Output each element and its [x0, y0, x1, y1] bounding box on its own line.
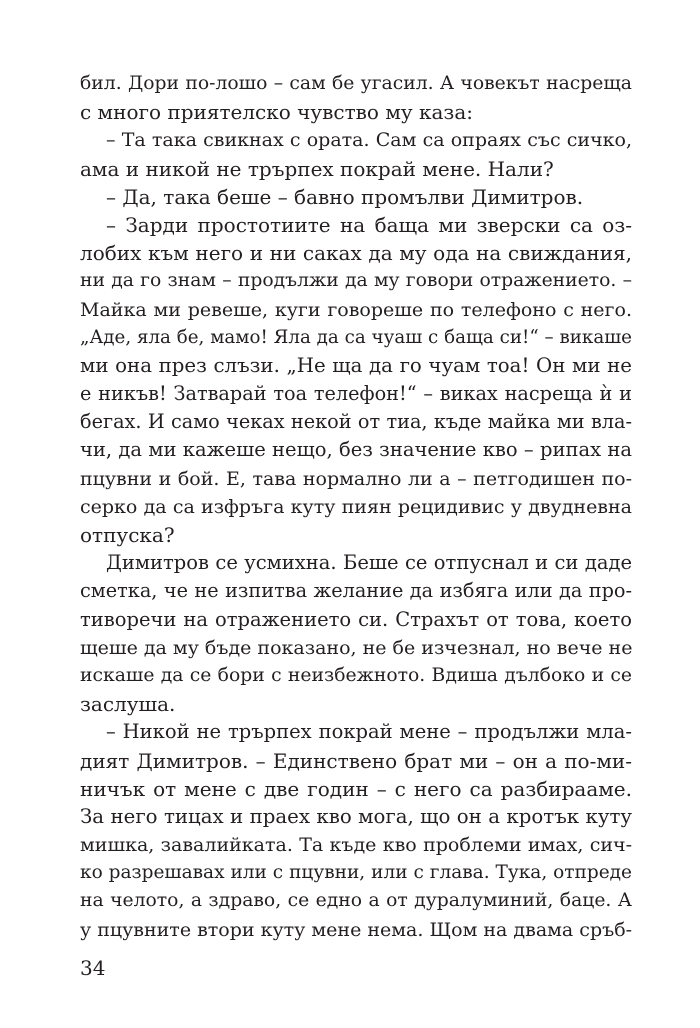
- text-line: заслуша.: [80, 692, 176, 717]
- text-line: – Та така свикнах с ората. Сам са опраях със сичко,: [106, 129, 632, 152]
- text-line: искаше да се бори с неизбежното. Вдиша дълбоко и се: [80, 664, 632, 686]
- text-line: с много приятелско чувство му каза:: [80, 100, 473, 125]
- text-line: дият Димитров. – Единствено брат ми – он а по-ми-: [80, 748, 632, 773]
- text-line: у пцувните втори куту мене нема. Щом на двама сръб-: [80, 918, 633, 941]
- text-line: пцувни и бой. Е, тава нормално ли а – петгодишен по-: [80, 467, 632, 490]
- text-line: мишка, завалийката. Та къде кво проблеми имах, сич-: [80, 834, 632, 857]
- text-line: ама и никой не трърпех покрай мене. Нали?: [80, 156, 554, 181]
- text-line: – Да, така беше – бавно промълви Димитров.: [106, 184, 584, 209]
- text-line: щеше да му бъде показано, не бе изчезнал, но вече не: [80, 636, 633, 659]
- text-line: За него тицах и праех кво мога, що он а кротък куту: [80, 804, 632, 828]
- text-line: ми она през слъзи. „Не ща да го чуам тоа! Он ми не: [80, 353, 632, 377]
- text-line: е никъв! Затварай тоа телефон!“ – виках насреща ѝ и: [80, 382, 632, 406]
- text-line: на челото, а здраво, се едно а от дуралуминий, баце. А: [80, 890, 632, 912]
- text-line: – Зарди простотиите на баща ми зверски са оз-: [106, 212, 632, 237]
- text-line: лобих към него и ни саках да му ода на свиждания,: [80, 241, 632, 266]
- text-line: чи, да ми кажеше нещо, без значение кво – рипах на: [80, 438, 632, 462]
- text-line: ко разрешавах или с пцувни, или с глава. Тука, отпреде: [80, 862, 632, 884]
- text-line: – Никой не трърпех покрай мене – продължи мла-: [106, 720, 632, 744]
- text-line: Димитров се усмихна. Беше се отпуснал и си даде: [106, 551, 632, 575]
- page-number: 34: [80, 956, 106, 980]
- text-line: ни да го знам – продължи да му говори отражението. –: [80, 270, 632, 292]
- text-line: тиворечи на отражението си. Страхът от това, което: [80, 607, 632, 631]
- text-line: „Аде, яла бе, мамо! Яла да са чуаш с баща си!“ – викаше: [80, 326, 632, 348]
- text-line: бегах. И само чеках некой от тиа, къде майка ми вла-: [80, 410, 632, 434]
- text-line: Майка ми ревеше, куги говореше по телефоно с него.: [80, 298, 632, 321]
- text-line: сметка, че не изпитва желание да избяга или да про-: [80, 579, 632, 603]
- text-line: бил. Дори по-лошо – сам бе угасил. А човекът насреща: [80, 73, 632, 94]
- body-text: [80, 70, 632, 944]
- text-line: отпуска?: [80, 523, 175, 547]
- text-line: серко да са изфръга куту пиян рецидивис у двудневна: [80, 495, 632, 518]
- text-line: ничък от мене с две годин – с него са разбирааме.: [80, 776, 632, 801]
